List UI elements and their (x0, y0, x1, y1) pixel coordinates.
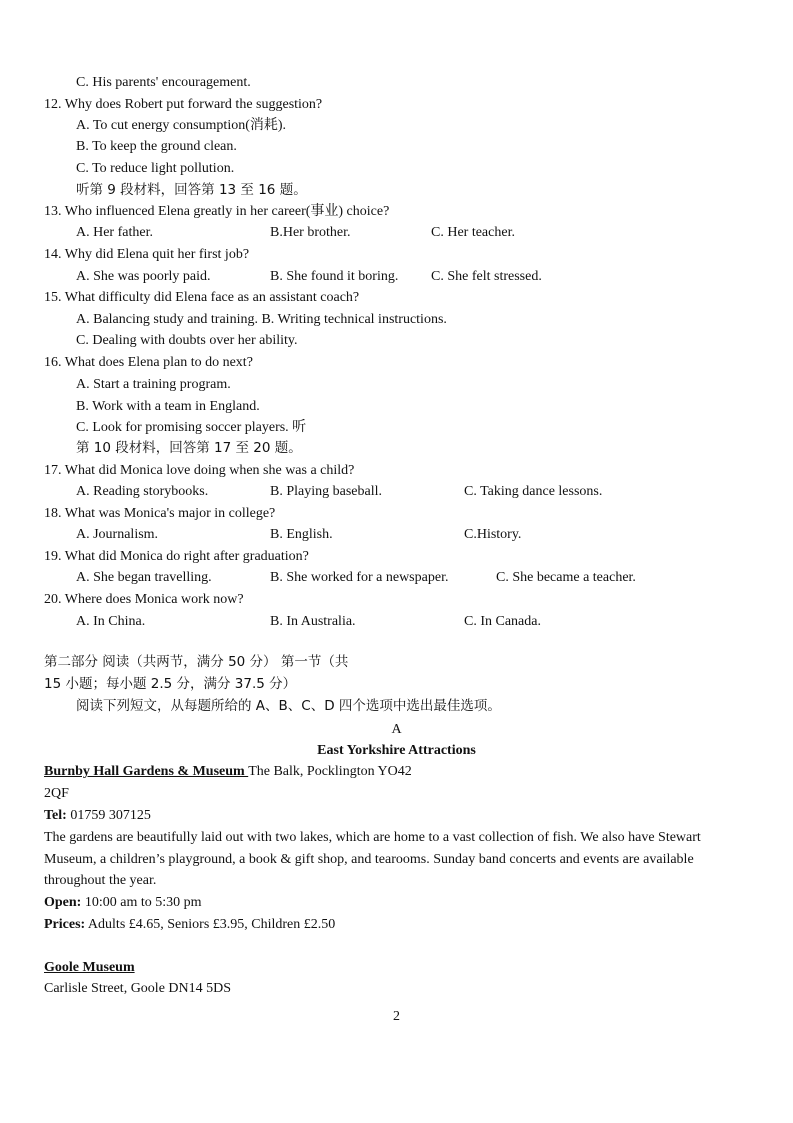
q15-question: 15. What difficulty did Elena face as an assistant coach? (44, 290, 360, 305)
instruction-section-9: 听第 9 段材料，回答第 13 至 16 题。 (76, 182, 307, 198)
tel-label: Tel: (44, 808, 67, 823)
q12-option-b: B. To keep the ground clean. (76, 139, 237, 154)
attraction-1-name: Burnby Hall Gardens & Museum (44, 764, 249, 779)
q20-option-c: C. In Canada. (464, 614, 541, 629)
q16-option-b: B. Work with a team in England. (76, 399, 260, 414)
q19-option-b: B. She worked for a newspaper. (270, 570, 449, 585)
attraction-1-tel (44, 808, 151, 824)
open-hours: 10:00 am to 5:30 pm (81, 895, 202, 910)
q15-option-a-b: A. Balancing study and training. B. Writing technical instructions. (76, 312, 447, 327)
q16-option-a: A. Start a training program. (76, 377, 231, 392)
attraction-2-name: Goole Museum (44, 960, 135, 975)
passage-letter: A (391, 722, 402, 737)
passage-title: East Yorkshire Attractions (317, 743, 476, 758)
reading-instruction: 阅读下列短文，从每题所给的 A、B、C、D 四个选项中选出最佳选项。 (76, 698, 501, 714)
q16-question: 16. What does Elena plan to do next? (44, 355, 253, 370)
instruction-section-10: 第 10 段材料，回答第 17 至 20 题。 (76, 440, 302, 456)
q17-option-b: B. Playing baseball. (270, 484, 382, 499)
attraction-2-address: Carlisle Street, Goole DN14 5DS (44, 981, 232, 996)
q18-question: 18. What was Monica's major in college? (44, 506, 276, 521)
q14-question: 14. Why did Elena quit her first job? (44, 247, 250, 262)
q13-option-b: B.Her brother. (270, 225, 351, 240)
open-label: Open: (44, 895, 82, 910)
q14-option-b: B. She found it boring. (270, 269, 399, 284)
page-number: 2 (393, 1009, 400, 1024)
reading-section-heading: 15 小题；每小题 2.5 分，满分 37.5 分） (44, 676, 297, 692)
q19-option-c: C. She became a teacher. (496, 570, 636, 585)
q13-question: 13. Who influenced Elena greatly in her career(事业) choice? (44, 204, 390, 219)
q12-question: 12. Why does Robert put forward the suggestion? (44, 97, 323, 112)
q20-option-a: A. In China. (76, 614, 146, 629)
q19-question: 19. What did Monica do right after graduation? (44, 549, 309, 564)
q19-option-a: A. She began travelling. (76, 570, 212, 585)
attraction-1-open (44, 895, 202, 911)
q13-option-c: C. Her teacher. (431, 225, 515, 240)
q17-question: 17. What did Monica love doing when she was a child? (44, 463, 355, 478)
q13-option-a: A. Her father. (76, 225, 153, 240)
q17-option-a: A. Reading storybooks. (76, 484, 209, 499)
attraction-1-address: The Balk, Pocklington YO42 (248, 764, 412, 779)
attraction-1-heading (44, 764, 412, 780)
q11-option-c: C. His parents' encouragement. (76, 75, 251, 90)
reading-part-heading: 第二部分 阅读（共两节，满分 50 分） 第一节（共 (44, 654, 349, 670)
q18-option-b: B. English. (270, 527, 333, 542)
tel-value: 01759 307125 (66, 808, 151, 823)
prices-label: Prices: (44, 917, 86, 932)
q18-option-c: C.History. (464, 527, 522, 542)
q16-option-c: C. Look for promising soccer players. 听 (76, 420, 307, 435)
prices-value: Adults £4.65, Seniors £3.95, Children £2.50 (85, 917, 336, 932)
q14-option-c: C. She felt stressed. (431, 269, 542, 284)
q12-option-a: A. To cut energy consumption(消耗). (76, 118, 287, 133)
q15-option-c: C. Dealing with doubts over her ability. (76, 333, 298, 348)
attraction-1-description: The gardens are beautifully laid out with two lakes, which are home to a vast collection of fish. We also have Stewart Museum, a children’s playground, a book & gift shop, and tearooms. Sunday band concerts and events are available throughout the year. (44, 830, 701, 889)
attraction-1-prices (44, 917, 335, 933)
q14-option-a: A. She was poorly paid. (76, 269, 211, 284)
q20-option-b: B. In Australia. (270, 614, 356, 629)
q17-option-c: C. Taking dance lessons. (464, 484, 603, 499)
q12-option-c: C. To reduce light pollution. (76, 161, 235, 176)
attraction-1-postcode: 2QF (44, 786, 69, 801)
q18-option-a: A. Journalism. (76, 527, 159, 542)
q20-question: 20. Where does Monica work now? (44, 592, 244, 607)
